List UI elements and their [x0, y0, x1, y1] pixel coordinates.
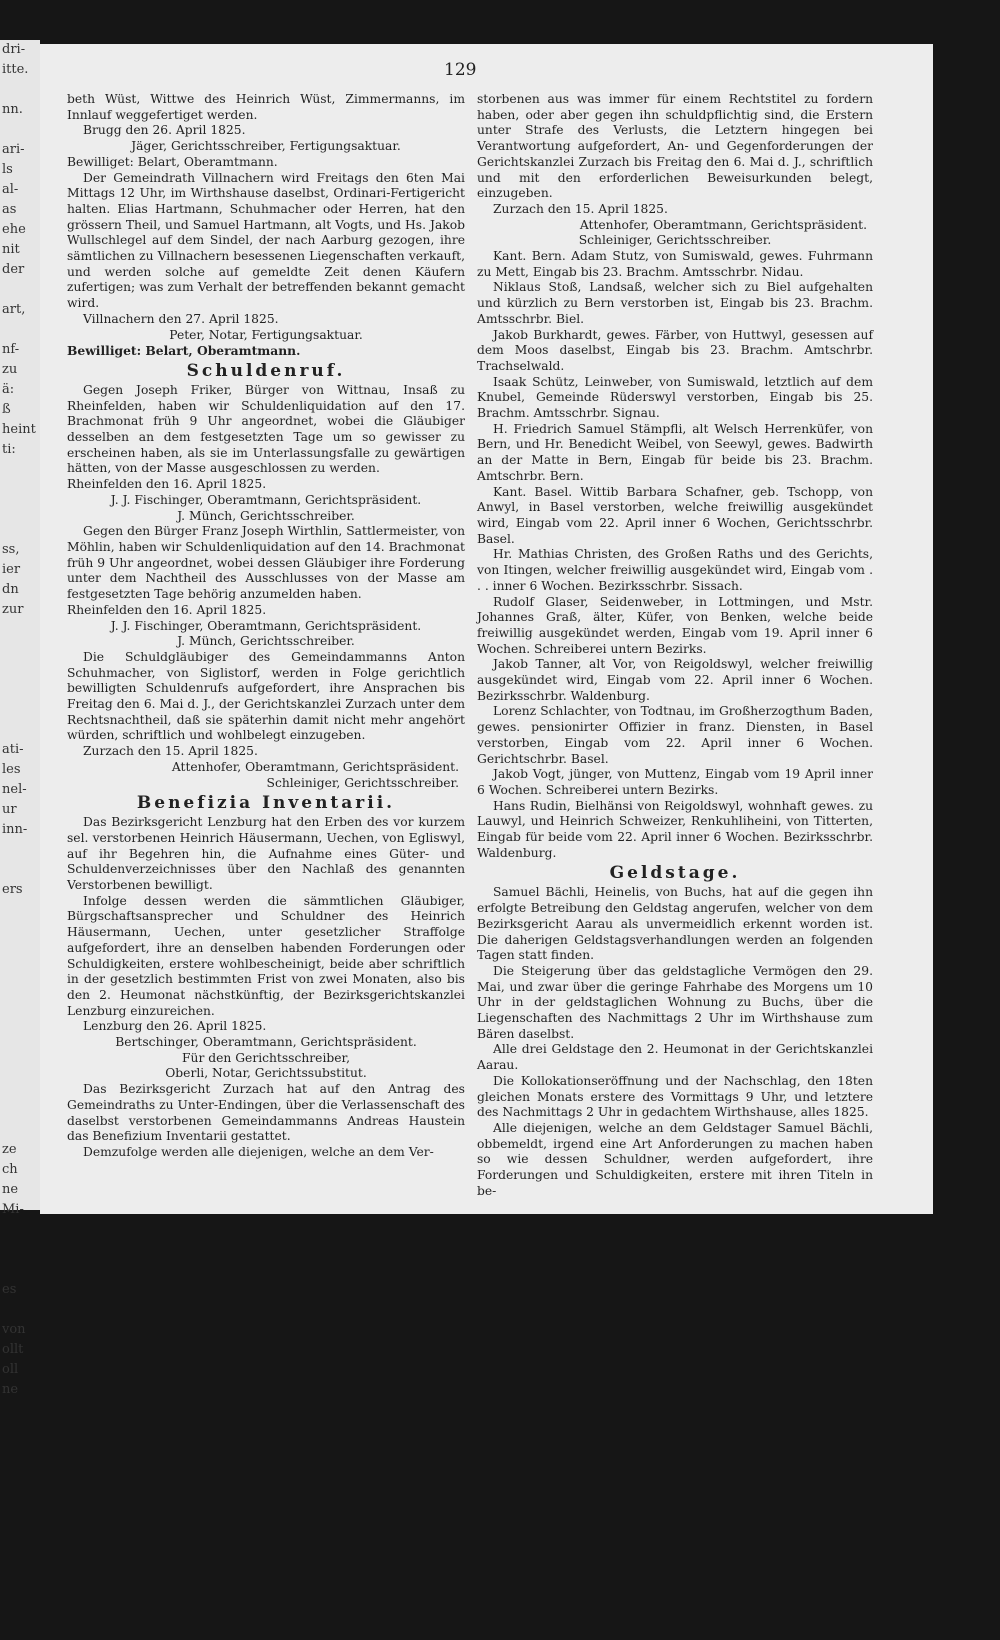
margin-fragment: heint	[2, 422, 36, 437]
margin-fragment	[0, 1600, 40, 1620]
margin-fragment	[0, 660, 40, 680]
margin-fragment	[0, 1040, 40, 1060]
paragraph: Samuel Bächli, Heinelis, von Buchs, hat auf die gegen ihn erfolgte Betreibung den Geldstag angerufen, welcher von dem Bezirksgericht Aarau als unvermeidlich erkennt worden ist. Die daherigen Geldstagsverhandlungen werden an folgenden Tagen statt finden.	[477, 885, 873, 963]
margin-fragment	[0, 1480, 40, 1500]
paragraph: Jakob Tanner, alt Vor, von Reigoldswyl, welcher freiwillig ausgekündet wird, Eingab vom 22. April inner 6 Wochen. Bezirksschrbr. Waldenburg.	[477, 657, 873, 703]
margin-fragment	[0, 720, 40, 740]
margin-fragment: ti:	[2, 442, 16, 457]
margin-fragment	[0, 1220, 40, 1240]
paragraph: Das Bezirksgericht Lenzburg hat den Erben des vor kurzem sel. verstorbenen Heinrich Häusermann, Uechen, von Egliswyl, auf ihr Begehren hin, die Aufnahme eines Güter- und Schuldenverzeichnisses über den Nachlaß des genannten Verstorbenen bewilligt.	[67, 815, 465, 893]
margin-fragment	[0, 1000, 40, 1020]
margin-fragment: ari-	[2, 142, 25, 157]
margin-fragment	[0, 640, 40, 660]
margin-fragment	[0, 1420, 40, 1440]
paragraph: Kant. Bern. Adam Stutz, von Sumiswald, gewes. Fuhrmann zu Mett, Eingab bis 23. Brachm. Amtsschrbr. Nidau.	[477, 249, 873, 279]
margin-fragment: ati-	[2, 742, 24, 757]
margin-fragment	[0, 1240, 40, 1260]
paragraph: Attenhofer, Oberamtmann, Gerichtspräsident.	[579, 217, 867, 232]
margin-fragment	[0, 680, 40, 700]
margin-fragment: oll	[2, 1362, 19, 1377]
margin-fragment: ers	[2, 882, 23, 897]
margin-fragment: zu	[2, 362, 18, 377]
margin-fragment: ls	[2, 162, 13, 177]
margin-fragment	[0, 500, 40, 520]
paragraph: Schleiniger, Gerichtsschreiber.	[266, 775, 459, 790]
margin-fragment: itte.	[2, 62, 29, 77]
margin-fragment	[0, 280, 40, 300]
margin-fragment	[0, 940, 40, 960]
margin-fragment	[0, 1020, 40, 1040]
paragraph: Bewilliget: Belart, Oberamtmann.	[67, 154, 278, 169]
margin-fragment	[0, 1540, 40, 1560]
margin-fragment	[0, 1440, 40, 1460]
right-column	[477, 92, 873, 1200]
paragraph: Hr. Mathias Christen, des Großen Raths und des Gerichts, von Itingen, welcher freiwillig ausgekündet wird, Eingab vom . . . inner 6 Wochen. Bezirksschrbr. Sissach.	[477, 547, 873, 593]
paragraph: J. Münch, Gerichtsschreiber.	[177, 634, 355, 649]
paragraph: Lorenz Schlachter, von Todtnau, im Großherzogthum Baden, gewes. pensionirter Offizier in franz. Diensten, in Basel verstorben, Eingab vom 22. April inner 6 Wochen. Gerichtschrbr. Basel.	[477, 704, 873, 766]
margin-fragment: ze	[2, 1142, 17, 1157]
margin-fragment: nit	[2, 242, 20, 257]
margin-fragment	[0, 1500, 40, 1520]
margin-fragment: ier	[2, 562, 21, 577]
margin-fragment: dri-	[2, 42, 26, 57]
paragraph: Jäger, Gerichtsschreiber, Fertigungsaktuar.	[131, 139, 401, 154]
margin-fragment: nf-	[2, 342, 20, 357]
margin-fragment: von	[2, 1322, 26, 1337]
margin-fragment	[0, 460, 40, 480]
margin-fragment	[0, 840, 40, 860]
paragraph: Rheinfelden den 16. April 1825.	[67, 477, 267, 492]
paragraph: Kant. Basel. Wittib Barbara Schafner, geb. Tschopp, von Anwyl, in Basel verstorben, welche freiwillig ausgekündet wird, Eingab vom 22. April inner 6 Wochen, Gerichtsschrbr. Basel.	[477, 484, 873, 546]
margin-fragment	[0, 1520, 40, 1540]
paragraph: Die Schuldgläubiger des Gemeindammanns Anton Schuhmacher, von Siglistorf, werden in Folge gerichtlich bewilligten Schuldenrufs aufgefordert, ihre Ansprachen bis Freitag den 6. Mai d. J., der Gerichtskanzlei Zurzach unter dem Rechtsnachtheil, daß sie späterhin damit nicht mehr angehört würden, schriftlich und wohlbelegt einzugeben.	[67, 649, 465, 743]
paragraph: Attenhofer, Oberamtmann, Gerichtspräsident.	[171, 759, 459, 774]
paragraph: Infolge dessen werden die sämmtlichen Gläubiger, Bürgschaftsansprecher und Schuldner des Heinrich Häusermann, Uechen, unter gesetzlicher Straffolge aufgefordert, ihre an denselben habenden Forderungen oder Schuldigkeiten, erstere wohlbescheinigt, beide aber schriftlich in der gesetzlich bestimmten Frist von zwei Monaten, also bis den 2. Heumonat nächstkünftig, der Bezirksgerichtskanzlei Lenzburg einzureichen.	[67, 893, 465, 1018]
margin-fragment	[0, 1260, 40, 1280]
margin-fragment	[0, 1080, 40, 1100]
margin-fragment: nn.	[2, 102, 23, 117]
previous-page-edge	[0, 40, 40, 1397]
paragraph: Alle diejenigen, welche an dem Geldstager Samuel Bächli, obbemeldt, irgend eine Art Anforderungen zu machen haben so wie dessen Schuldner, werden aufgefordert, ihre Forderungen und Schuldigkeiten, erstere mit ihren Titeln in be-	[477, 1121, 873, 1198]
margin-fragment	[0, 120, 40, 140]
margin-fragment	[0, 1300, 40, 1320]
margin-fragment: ch	[2, 1162, 18, 1177]
margin-fragment	[0, 520, 40, 540]
margin-fragment	[0, 960, 40, 980]
margin-fragment: inn-	[2, 822, 28, 837]
paragraph: H. Friedrich Samuel Stämpfli, alt Welsch Herrenküfer, von Bern, und Hr. Benedicht Weibel, von Seewyl, gewes. Badwirth an der Matte in Bern, Eingab für beide bis 23. Brachm. Amtschrbr. Bern.	[477, 421, 873, 483]
paragraph: Für den Gerichtsschreiber,	[182, 1050, 350, 1065]
margin-fragment: ur	[2, 802, 17, 817]
margin-fragment	[0, 1580, 40, 1600]
margin-fragment: es	[2, 1282, 17, 1297]
margin-fragment: zur	[2, 602, 24, 617]
paragraph: Demzufolge werden alle diejenigen, welche an dem Ver-	[83, 1145, 434, 1159]
paragraph: J. J. Fischinger, Oberamtmann, Gerichtspräsident.	[110, 492, 422, 507]
paragraph: Die Steigerung über das geldstagliche Vermögen den 29. Mai, und zwar über die geringe Fahrhabe des Morgens um 10 Uhr in der geldstaglichen Wohnung zu Buchs, über die Liegenschaften des Nachmittags 2 Uhr im Wirthshause zum Bären daselbst.	[477, 963, 873, 1041]
paragraph: Lenzburg den 26. April 1825.	[83, 1019, 267, 1034]
paragraph: Zurzach den 15. April 1825.	[83, 744, 258, 759]
margin-fragment	[0, 1100, 40, 1120]
paragraph: Die Kollokationseröffnung und der Nachschlag, den 18ten gleichen Monats erstere des Vormittags 9 Uhr, und letztere des Nachmittags 2 Uhr in gedachtem Wirthshause, alles 1825.	[477, 1073, 873, 1120]
paragraph: Rudolf Glaser, Seidenweber, in Lottmingen, und Mstr. Johannes Graß, älter, Küfer, von Benken, welche beide freiwillig ausgekündet werden, Eingab vom 19. April inner 6 Wochen. Schreiberei untern Bezirks.	[477, 594, 873, 656]
margin-fragment	[0, 700, 40, 720]
paragraph: Gegen den Bürger Franz Joseph Wirthlin, Sattlermeister, von Möhlin, haben wir Schuldenliquidation auf den 14. Brachmonat früh 9 Uhr angeordnet, wobei dessen Gläubiger ihre Forderung unter dem Nachtheil des Ausschlusses von der Masse am festgesetzten Tage behörig anzumelden haben.	[67, 524, 465, 602]
margin-fragment	[0, 1560, 40, 1580]
paragraph: J. Münch, Gerichtsschreiber.	[177, 508, 355, 523]
margin-fragment: al-	[2, 182, 19, 197]
margin-fragment	[0, 1120, 40, 1140]
paragraph: Hans Rudin, Bielhänsi von Reigoldswyl, wohnhaft gewes. zu Lauwyl, und Heinrich Schweizer, Renkuhliheini, von Titterten, Eingab für beide vom 22. April inner 6 Wochen. Bezirksschrbr. Waldenburg.	[477, 798, 873, 860]
margin-fragment	[0, 860, 40, 880]
paragraph: J. J. Fischinger, Oberamtmann, Gerichtspräsident.	[110, 618, 422, 633]
margin-fragment	[0, 80, 40, 100]
page-number: 129	[444, 60, 477, 80]
paragraph: beth Wüst, Wittwe des Heinrich Wüst, Zimmermanns, im Innlauf weggefertiget werden.	[67, 92, 465, 122]
paragraph: Bertschinger, Oberamtmann, Gerichtspräsident.	[115, 1035, 417, 1050]
paragraph: Das Bezirksgericht Zurzach hat auf den Antrag des Gemeindraths zu Unter-Endingen, über die Verlassenschaft des daselbst verstorbenen Gemeindammanns Andreas Haustein das Benefizium Inventarii gestattet.	[67, 1082, 465, 1144]
section-heading: Benefizia Inventarii.	[136, 793, 396, 814]
document-page	[40, 44, 933, 1214]
margin-fragment: nel-	[2, 782, 27, 797]
margin-fragment: ss,	[2, 542, 20, 557]
margin-fragment	[0, 900, 40, 920]
paragraph: Niklaus Stoß, Landsaß, welcher sich zu Biel aufgehalten und kürzlich zu Bern verstorben ist, Eingab bis 23. Brachm. Amtsschrbr. Biel.	[477, 280, 873, 326]
margin-fragment: les	[2, 762, 21, 777]
margin-fragment: ß	[2, 402, 11, 417]
margin-fragment	[0, 980, 40, 1000]
margin-fragment: ehe	[2, 222, 26, 237]
paragraph: Gegen Joseph Friker, Bürger von Wittnau, Insaß zu Rheinfelden, haben wir Schuldenliquidation auf den 17. Brachmonat früh 9 Uhr angeordnet, wobei die Gläubiger desselben an dem festgesetzten Tage um so gewisser zu erscheinen haben, als sie im Unterlassungsfalle zu gewärtigen hätten, von der Masse ausgeschlossen zu werden.	[67, 382, 465, 476]
margin-fragment: der	[2, 262, 25, 277]
paragraph: Jakob Burkhardt, gewes. Färber, von Huttwyl, gesessen auf dem Moos daselbst, Eingab bis 23. Brachm. Amtschrbr. Trachselwald.	[477, 327, 873, 373]
paragraph: Schleiniger, Gerichtsschreiber.	[578, 233, 772, 248]
margin-fragment: ne	[2, 1382, 19, 1397]
paragraph: Der Gemeindrath Villnachern wird Freitags den 6ten Mai Mittags 12 Uhr, im Wirthshause daselbst, Ordinari-Fertigericht halten. Elias Hartmann, Schuhmacher oder Herren, hat den grössern Theil, und Samuel Hartmann, alt Vogts, und Hs. Jakob Wullschlegel auf dem Sindel, der nach Aarburg gezogen, ihre sämtlichen zu Villnachern besessenen Liegenschaften verkauft, und werden solche auf gemeldte Zeit denen Käufern zufertigen; was zum Verhalt der betreffenden bekannt gemacht wird.	[67, 170, 465, 311]
paragraph: Rheinfelden den 16. April 1825.	[67, 602, 267, 617]
margin-fragment	[0, 920, 40, 940]
paragraph: Bewilliget: Belart, Oberamtmann.	[67, 343, 301, 359]
margin-fragment: Mi-	[2, 1202, 24, 1217]
margin-fragment: ne	[2, 1182, 19, 1197]
paragraph: Zurzach den 15. April 1825.	[493, 201, 668, 216]
margin-fragment	[0, 480, 40, 500]
margin-fragment	[0, 1620, 40, 1640]
margin-fragment	[0, 1460, 40, 1480]
paragraph: storbenen aus was immer für einem Rechtstitel zu fordern haben, oder aber gegen ihn schuldpflichtig sind, die Erstern unter Strafe des Verlusts, die Letztern hingegen bei Verantwortung aufgefordert, An- und Gegenforderungen der Gerichtskanzlei Zurzach bis Freitag den 6. Mai d. J., schriftlich und mit den erforderlichen Beweisurkunden belegt, einzugeben.	[477, 92, 873, 201]
section-heading: Schuldenruf.	[186, 360, 346, 381]
paragraph: Peter, Notar, Fertigungsaktuar.	[169, 327, 363, 342]
section-heading: Geldstage.	[609, 863, 741, 884]
paragraph: Jakob Vogt, jünger, von Muttenz, Eingab vom 19 April inner 6 Wochen. Schreiberei untern Bezirks.	[477, 767, 873, 797]
margin-fragment: ä:	[2, 382, 15, 397]
paragraph: Villnachern den 27. April 1825.	[83, 311, 279, 326]
paragraph: Brugg den 26. April 1825.	[83, 123, 246, 138]
margin-fragment: art,	[2, 302, 26, 317]
margin-fragment: dn	[2, 582, 19, 597]
margin-fragment: ollt	[2, 1342, 24, 1357]
margin-fragment	[0, 620, 40, 640]
left-column	[67, 92, 465, 1161]
margin-fragment	[0, 320, 40, 340]
paragraph: Oberli, Notar, Gerichtssubstitut.	[165, 1066, 367, 1081]
paragraph: Alle drei Geldstage den 2. Heumonat in der Gerichtskanzlei Aarau.	[477, 1042, 873, 1073]
margin-fragment: as	[2, 202, 17, 217]
margin-fragment	[0, 1400, 40, 1420]
paragraph: Isaak Schütz, Leinweber, von Sumiswald, letztlich auf dem Knubel, Gemeinde Rüderswyl verstorben, Eingab bis 25. Brachm. Amtsschrbr. Signau.	[477, 374, 873, 421]
margin-fragment	[0, 1060, 40, 1080]
